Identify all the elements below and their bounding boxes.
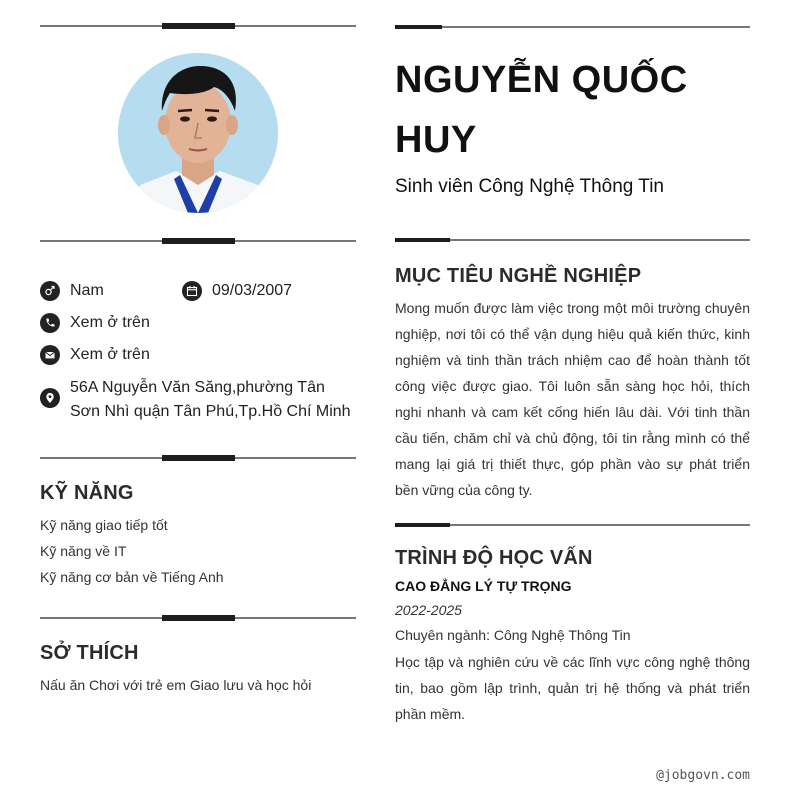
divider-top-right	[395, 26, 750, 28]
objective-text: Mong muốn được làm việc trong một môi trường chuyên nghiệp, nơi tôi có thể vận dụng hiệu quả kiến thức, kinh nghiệm và tinh thần trách nhiệm cao để hoàn thành tốt công việc được giao. Tôi luôn sẵn sàng học hỏi, thích nghi nhanh và cam kết cống hiến lâu dài. Với tinh thần cầu tiến, chăm chỉ và chủ động, tôi tin rằng mình có thể mang lại giá trị thiết thực, góp phần vào sự phát triển bền vững của công ty.	[395, 300, 750, 498]
profile-photo	[118, 53, 278, 213]
gender-row	[40, 281, 104, 303]
education-heading: TRÌNH ĐỘ HỌC VẤN	[395, 547, 593, 569]
hobbies-heading: SỞ THÍCH	[40, 642, 139, 664]
skill-item: Kỹ năng giao tiếp tốt	[40, 517, 168, 533]
full-name: NGUYỄN QUỐC HUY	[395, 59, 688, 161]
skills-heading: KỸ NĂNG	[40, 482, 134, 504]
divider-education	[395, 524, 750, 526]
skill-item: Kỹ năng cơ bản về Tiếng Anh	[40, 569, 224, 585]
divider-hobbies	[40, 617, 356, 619]
phone-text: Xem ở trên	[70, 314, 150, 331]
birthdate-row	[182, 281, 292, 303]
location-icon	[40, 388, 60, 408]
school-years: 2022-2025	[395, 602, 462, 618]
job-title: Sinh viên Công Nghệ Thông Tin	[395, 176, 664, 197]
major: Chuyên ngành: Công Nghệ Thông Tin	[395, 627, 631, 643]
divider-profile	[40, 240, 356, 242]
school-name: CAO ĐẲNG LÝ TỰ TRỌNG	[395, 578, 572, 594]
birthdate-text: 09/03/2007	[212, 282, 293, 299]
divider-objective	[395, 239, 750, 241]
hobbies-text: Nấu ăn Chơi với trẻ em Giao lưu và học hỏi	[40, 677, 312, 693]
hobbies-list	[40, 672, 311, 698]
phone-icon	[40, 313, 60, 333]
skill-item: Kỹ năng về IT	[40, 543, 127, 559]
watermark: @jobgovn.com	[656, 768, 750, 783]
gender-text: Nam	[70, 282, 104, 299]
email-icon	[40, 345, 60, 365]
divider-top-left	[40, 25, 356, 27]
phone-row	[40, 313, 150, 335]
calendar-icon	[182, 281, 202, 301]
gender-icon	[40, 281, 60, 301]
email-row	[40, 345, 150, 367]
objective-heading: MỤC TIÊU NGHỀ NGHIỆP	[395, 265, 642, 287]
email-text: Xem ở trên	[70, 346, 150, 363]
address-row	[40, 378, 356, 424]
divider-skills	[40, 457, 356, 459]
address-text: 56A Nguyễn Văn Săng,phường Tân Sơn Nhì quận Tân Phú,Tp.Hồ Chí Minh	[70, 379, 351, 420]
skills-list	[40, 512, 224, 590]
avatar	[118, 53, 278, 213]
education-description: Học tập và nghiên cứu về các lĩnh vực công nghệ thông tin, bao gồm lập trình, quản trị hệ thống và phát triển phần mềm.	[395, 654, 750, 722]
